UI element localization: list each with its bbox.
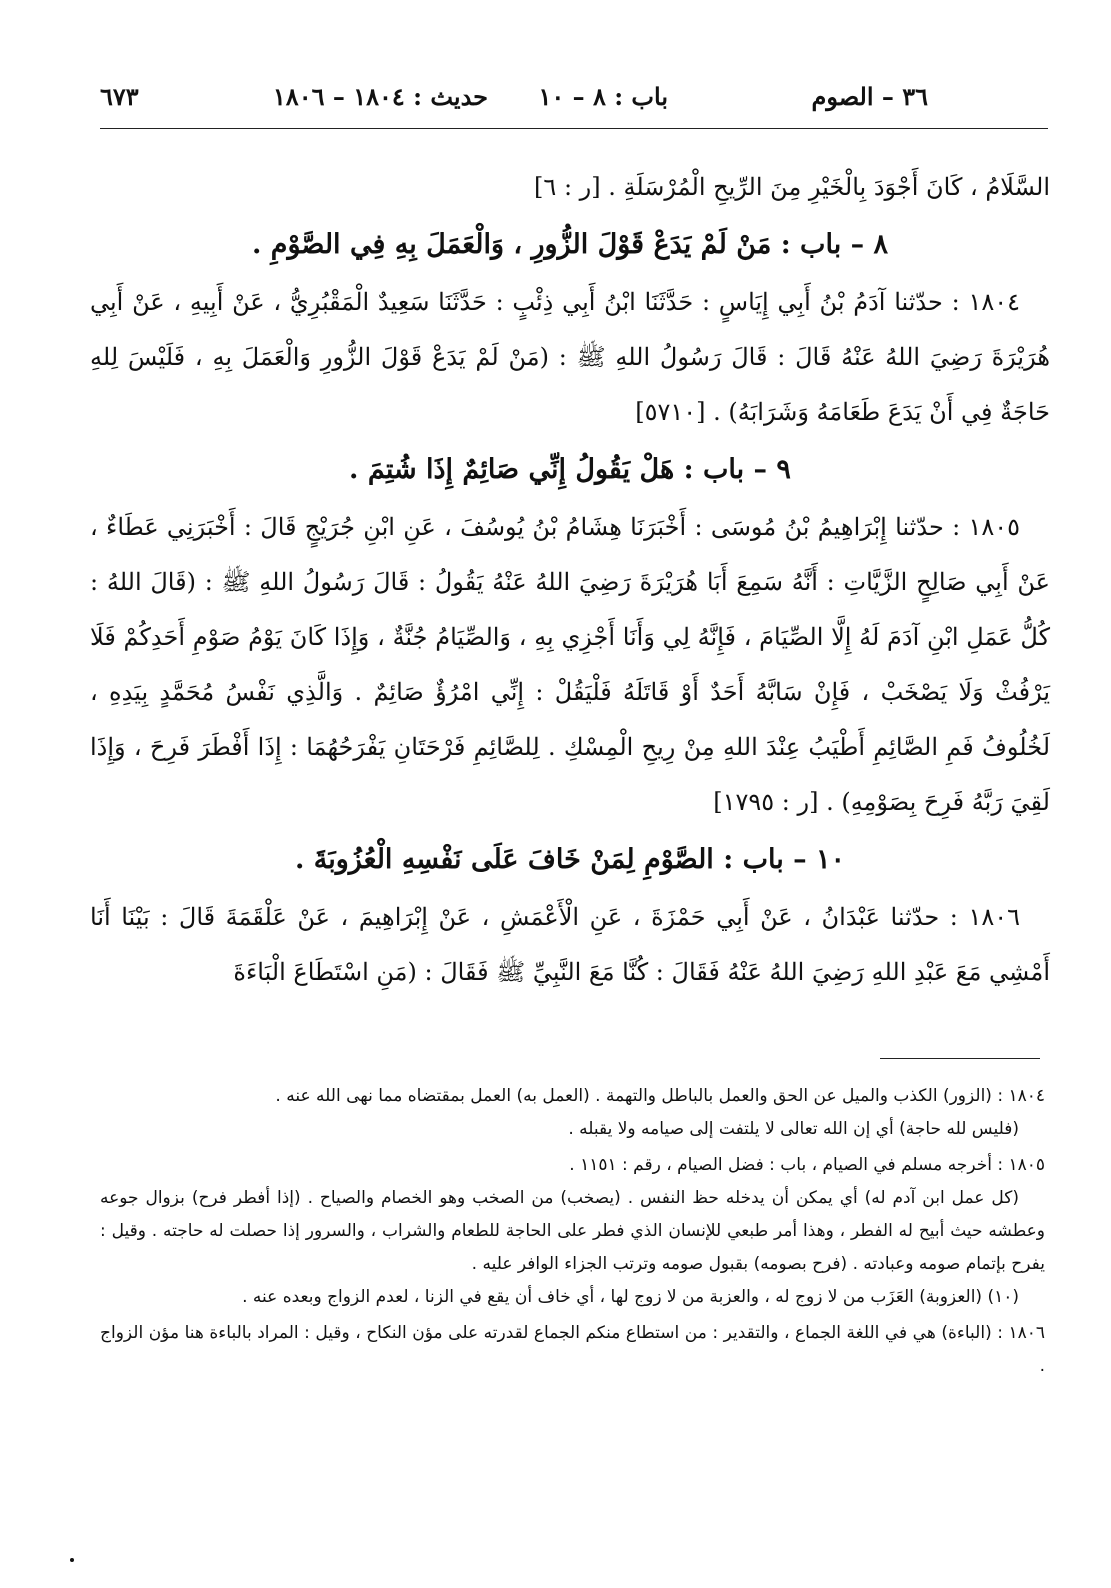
continued-line: السَّلَامُ ، كَانَ أَجْوَدَ بِالْخَيْرِ مِنَ الرِّيحِ الْمُرْسَلَةِ . [ر : ٦] bbox=[534, 173, 1050, 201]
bab-9-title: ٩ – باب : هَلْ يَقُولُ إِنِّي صَائِمٌ إِذَا شُتِمَ . bbox=[349, 454, 791, 485]
header-bab-range: باب : ٨ – ١٠ bbox=[538, 82, 668, 111]
header-book-title: ٣٦ – الصوم bbox=[811, 82, 928, 111]
main-text bbox=[90, 160, 1050, 1000]
hadith-1805: ١٨٠٥ : حدّثنا إِبْرَاهِيمُ بْنُ مُوسَى : أَخْبَرَنَا هِشَامُ بْنُ يُوسُفَ ، عَنِ ابْنِ جُرَيْجٍ قَالَ : أَخْبَرَنِي عَطَاءٌ ، عَنْ أَبِي صَالِحٍ الزَّيَّاتِ : أَنَّهُ سَمِعَ أَبَا هُرَيْرَةَ رَضِيَ اللهُ عَنْهُ يَقُولُ : قَالَ رَسُولُ اللهِ ﷺ : (قَالَ اللهُ : كُلُّ عَمَلِ ابْنِ آدَمَ لَهُ إِلَّا الصِّيَامَ ، فَإِنَّهُ لِي وَأَنَا أَجْزِي بِهِ ، وَالصِّيَامُ جُنَّةٌ ، وَإِذَا كَانَ يَوْمُ صَوْمِ أَحَدِكُمْ فَلَا يَرْفُثْ وَلَا يَصْخَبْ ، فَإِنْ سَابَّهُ أَحَدٌ أَوْ قَاتَلَهُ فَلْيَقُلْ : إِنِّي امْرُؤٌ صَائِمٌ . وَالَّذِي نَفْسُ مُحَمَّدٍ بِيَدِهِ ، لَخُلُوفُ فَمِ الصَّائِمِ أَطْيَبُ عِنْدَ اللهِ مِنْ رِيحِ الْمِسْكِ . لِلصَّائِمِ فَرْحَتَانِ يَفْرَحُهُمَا : إِذَا أَفْطَرَ فَرِحَ ، وَإِذَا لَقِيَ رَبَّهُ فَرِحَ بِصَوْمِهِ) . [ر : ١٧٩٥] bbox=[90, 513, 1050, 816]
header-hadith-range: حديث : ١٨٠٤ – ١٨٠٦ bbox=[272, 82, 488, 111]
footnotes bbox=[100, 1080, 1045, 1386]
page-mark bbox=[70, 1558, 74, 1562]
footnote-1804-line1: ١٨٠٤ : (الزور) الكذب والميل عن الحق والعمل بالباطل والتهمة . (العمل به) العمل بمقتضاه مما نهى الله عنه . bbox=[275, 1086, 1045, 1106]
footnote-1805-line3: (١٠) (العزوبة) العَزَب من لا زوج له ، والعزبة من لا زوج لها ، أي خاف أن يقع في الزنا ، لعدم الزواج وبعده عنه . bbox=[242, 1287, 1019, 1307]
footnote-1804 bbox=[100, 1080, 1045, 1146]
footnote-1805 bbox=[100, 1149, 1045, 1314]
footnote-1805-line2: (كل عمل ابن آدم له) أي يمكن أن يدخله حظ النفس . (يصخب) من الصخب وهو الخصام والصياح . (إذا أفطر فرح) بزوال جوعه وعطشه حيث أبيح له الفطر ، وهذا أمر طبعي للإنسان الذي فطر على الحاجة للطعام والشراب ، والسرور إذا حصلت له حاجته . وقيل : يفرح بإتمام صومه وعبادته . (فرح بصومه) بقبول صومه وترتب الجزاء الوافر عليه . bbox=[100, 1188, 1045, 1274]
footnote-rule bbox=[880, 1058, 1040, 1059]
header-rule bbox=[100, 128, 1048, 129]
bab-8-title: ٨ – باب : مَنْ لَمْ يَدَعْ قَوْلَ الزُّورِ ، وَالْعَمَلَ بِهِ فِي الصَّوْمِ . bbox=[251, 229, 889, 260]
footnote-1806-text: ١٨٠٦ : (الباءة) هي في اللغة الجماع ، والتقدير : من استطاع منكم الجماع لقدرته على مؤن النكاح ، وقيل : المراد بالباءة هنا مؤن الزواج . bbox=[100, 1323, 1045, 1376]
running-header bbox=[100, 72, 1048, 116]
footnote-1804-line2: (فليس لله حاجة) أي إن الله تعالى لا يلتفت إلى صيامه ولا يقبله . bbox=[568, 1119, 1019, 1139]
page-number: ٦٧٣ bbox=[100, 82, 139, 111]
hadith-1804: ١٨٠٤ : حدّثنا آدَمُ بْنُ أَبِي إِيَاسٍ : حَدَّثَنَا ابْنُ أَبِي ذِئْبٍ : حَدَّثَنَا سَعِيدٌ الْمَقْبُرِيُّ ، عَنْ أَبِيهِ ، عَنْ أَبِي هُرَيْرَةَ رَضِيَ اللهُ عَنْهُ قَالَ : قَالَ رَسُولُ اللهِ ﷺ : (مَنْ لَمْ يَدَعْ قَوْلَ الزُّورِ وَالْعَمَلَ بِهِ ، فَلَيْسَ لِلهِ حَاجَةٌ فِي أَنْ يَدَعَ طَعَامَهُ وَشَرَابَهُ) . [٥٧١٠] bbox=[90, 288, 1050, 426]
footnote-1806 bbox=[100, 1317, 1045, 1383]
hadith-1806: ١٨٠٦ : حدّثنا عَبْدَانُ ، عَنْ أَبِي حَمْزَةَ ، عَنِ الْأَعْمَشِ ، عَنْ إِبْرَاهِيمَ ، عَنْ عَلْقَمَةَ قَالَ : بَيْنَا أَنَا أَمْشِي مَعَ عَبْدِ اللهِ رَضِيَ اللهُ عَنْهُ فَقَالَ : كُنَّا مَعَ النَّبِيِّ ﷺ فَقَالَ : (مَنِ اسْتَطَاعَ الْبَاءَةَ bbox=[90, 903, 1050, 986]
footnote-1805-line1: ١٨٠٥ : أخرجه مسلم في الصيام ، باب : فضل الصيام ، رقم : ١١٥١ . bbox=[569, 1155, 1045, 1175]
bab-10-title: ١٠ – باب : الصَّوْمِ لِمَنْ خَافَ عَلَى نَفْسِهِ الْعُزُوبَةَ . bbox=[294, 844, 846, 875]
